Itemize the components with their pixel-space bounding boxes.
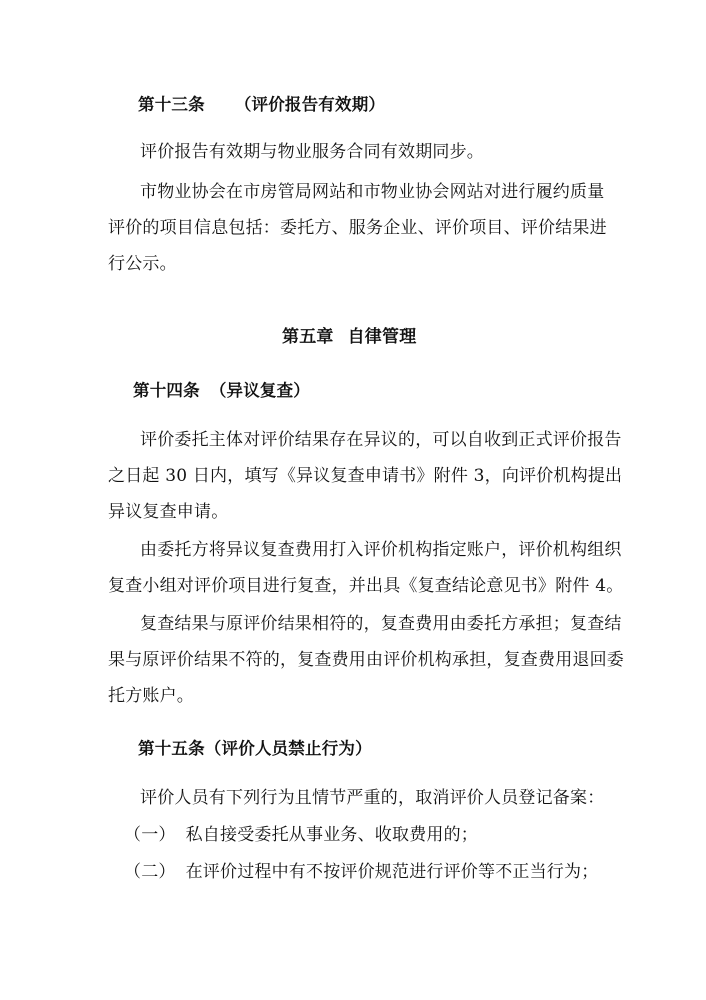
article-14-number: 第十四条 — [133, 381, 200, 400]
article-13-paragraph-2-line-3: 行公示。 — [108, 254, 177, 274]
article-14-title: （异议复查） — [209, 381, 311, 400]
article-14-paragraph-1-line-2: 之日起 30 日内，填写《异议复查申请书》附件 3，向评价机构提出 — [108, 466, 623, 486]
article-13-number: 第十三条 — [138, 95, 205, 114]
article-13-heading — [138, 94, 385, 116]
article-15-item-1-text: 私自接受委托从事业务、收取费用的； — [185, 825, 479, 845]
article-14-paragraph-1-line-1: 评价委托主体对评价结果存在异议的，可以自收到正式评价报告 — [140, 430, 622, 450]
article-14-paragraph-1-line-3: 异议复查申请。 — [108, 502, 229, 522]
article-15-heading: 第十五条（评价人员禁止行为） — [138, 739, 372, 758]
article-14-heading — [133, 380, 310, 402]
article-15-item-2-marker: （二） — [124, 862, 176, 882]
article-14-paragraph-2-line-2: 复查小组对评价项目进行复查，并出具《复查结论意见书》附件 4。 — [108, 576, 624, 596]
article-15-item-1 — [124, 824, 478, 846]
chapter-5-heading — [282, 326, 416, 348]
article-15-item-2 — [124, 861, 598, 883]
article-13-title: （评价报告有效期） — [234, 95, 386, 114]
article-14-paragraph-3-line-3: 托方账户。 — [108, 686, 194, 706]
article-14-paragraph-3-line-2: 果与原评价结果不符的，复查费用由评价机构承担，复查费用退回委 — [108, 650, 624, 670]
article-13-paragraph-2-line-2: 评价的项目信息包括：委托方、服务企业、评价项目、评价结果进 — [108, 218, 607, 238]
article-13-paragraph-1: 评价报告有效期与物业服务合同有效期同步。 — [140, 142, 484, 162]
article-13-paragraph-2-line-1: 市物业协会在市房管局网站和市物业协会网站对进行履约质量 — [140, 182, 605, 202]
chapter-5-number: 第五章 — [282, 327, 334, 347]
chapter-5-title: 自律管理 — [347, 327, 417, 347]
article-14-paragraph-2-line-1: 由委托方将异议复查费用打入评价机构指定账户，评价机构组织 — [140, 540, 622, 560]
article-15-item-2-text: 在评价过程中有不按评价规范进行评价等不正当行为； — [185, 862, 599, 882]
article-15-item-1-marker: （一） — [124, 825, 176, 845]
article-14-paragraph-3-line-1: 复查结果与原评价结果相符的，复查费用由委托方承担；复查结 — [140, 614, 622, 634]
article-15-intro: 评价人员有下列行为且情节严重的，取消评价人员登记备案： — [140, 788, 605, 808]
